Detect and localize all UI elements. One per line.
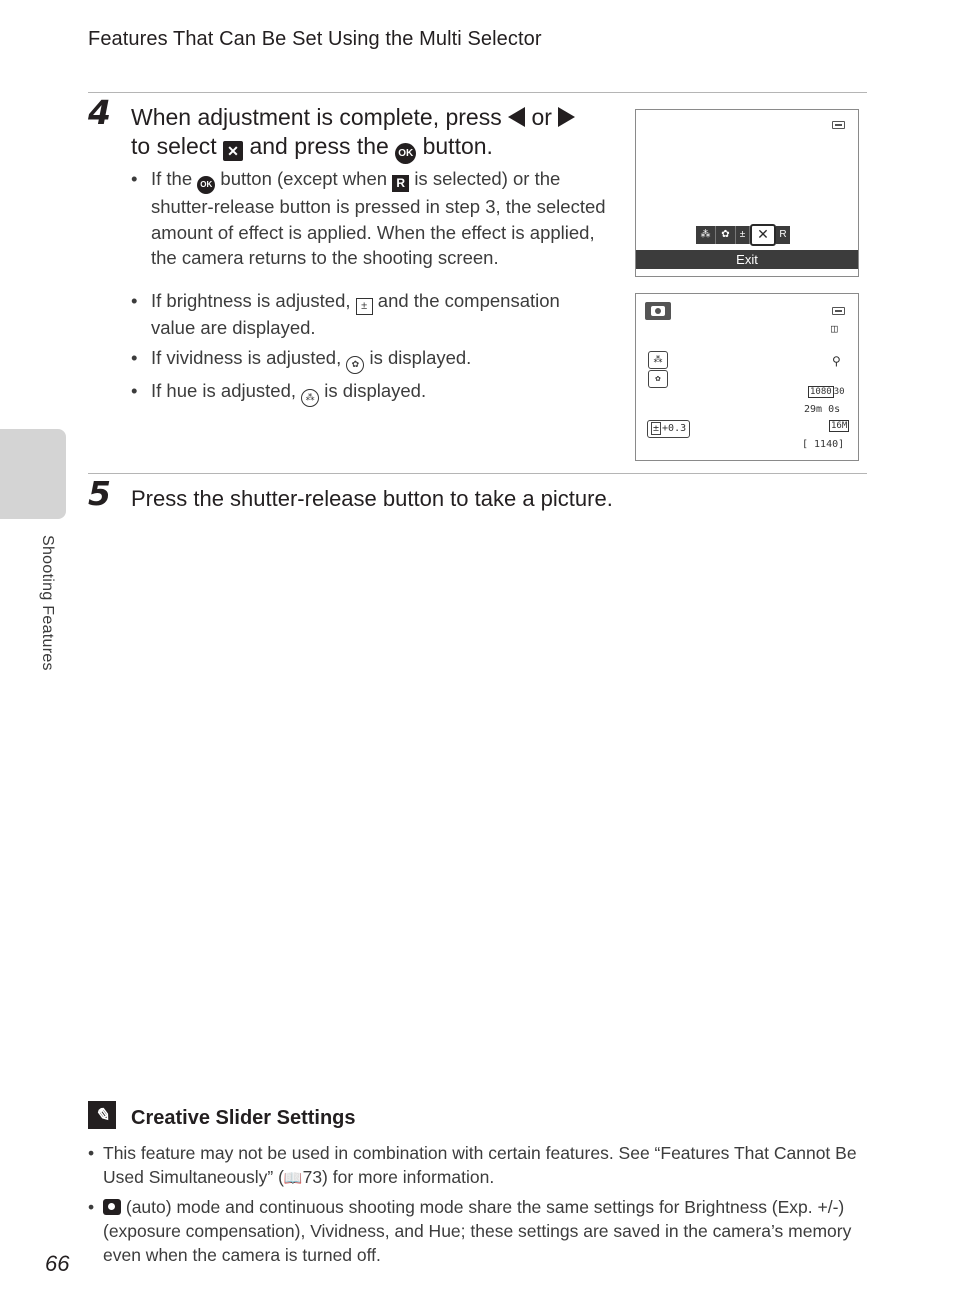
- list-item: • This feature may not be used in combination with certain features. See “Features That Cannot Be Used Simultaneously” (📖73) for more information.: [88, 1141, 863, 1191]
- section-tab-label: Shooting Features: [39, 535, 56, 671]
- exit-icon: ✕: [223, 141, 243, 161]
- step-4-title-text-c: and press the: [249, 133, 389, 159]
- movie-options-icon: 1080 30: [810, 387, 845, 397]
- movie-time-remaining: 29m 0s: [804, 404, 841, 415]
- ok-button-icon: OK: [395, 143, 416, 164]
- step-4-title-text-d: button.: [422, 133, 493, 159]
- exit-icon[interactable]: ✕: [750, 224, 776, 246]
- step-4-title-text-a: When adjustment is complete, press: [131, 104, 502, 130]
- step-4-title: [131, 103, 611, 164]
- step-4-bullets-b: [131, 288, 601, 407]
- step-5-title: Press the shutter-release button to take a picture.: [131, 486, 613, 511]
- step-4-title-or: or: [531, 104, 552, 130]
- vr-icon: ◫: [831, 322, 838, 335]
- list-item: • If hue is adjusted, ⁂ is displayed.: [131, 378, 601, 407]
- header-rule: [88, 92, 867, 93]
- reset-icon[interactable]: R: [776, 226, 790, 244]
- section-tab: [0, 429, 66, 519]
- hue-icon: ⁂: [696, 226, 716, 244]
- auto-mode-icon: [645, 302, 671, 320]
- note-bullets: [88, 1141, 863, 1271]
- creative-slider-bar: [696, 226, 790, 244]
- hue-icon: ⁂: [648, 351, 668, 369]
- page-number: 66: [45, 1251, 70, 1276]
- step-4-bullets-a: [131, 166, 611, 271]
- vividness-icon: ✿: [346, 356, 364, 374]
- camera-screen-slider: [635, 109, 859, 277]
- auto-mode-icon: [103, 1199, 121, 1215]
- image-mode-icon: 16M: [831, 421, 848, 431]
- reset-icon: R: [392, 175, 409, 192]
- step-5-number: 5: [88, 474, 111, 513]
- exit-label: Exit: [636, 250, 858, 269]
- list-item: • If the OK button (except when R is selected) or the shutter-release button is pressed in step 3, the selected amount of effect is applied. When the effect is applied, the camera returns to the shooting screen.: [131, 166, 611, 271]
- step-4-title-text-b: to select: [131, 133, 217, 159]
- camera-screen-shooting: [635, 293, 859, 461]
- battery-icon: [832, 121, 845, 129]
- multi-selector-left-icon: [508, 107, 525, 127]
- list-item: • (auto) mode and continuous shooting mode share the same settings for Brightness (Exp. +/-) (exposure compensation), Vividness, and Hue; these settings are saved in the camera’s memory even when the camera is turned off.: [88, 1195, 863, 1267]
- brightness-icon: ±: [653, 423, 660, 434]
- list-item: • If vividness is adjusted, ✿ is displayed.: [131, 345, 601, 374]
- brightness-icon: ±: [356, 298, 373, 315]
- vividness-icon: ✿: [648, 370, 668, 388]
- exposure-compensation-indicator: ± +0.3: [647, 420, 690, 438]
- ok-button-icon: OK: [197, 176, 215, 194]
- list-item: • If brightness is adjusted, ± and the compensation value are displayed.: [131, 288, 601, 341]
- vividness-icon: ✿: [716, 226, 736, 244]
- battery-icon: [832, 307, 845, 315]
- running-header: Features That Can Be Set Using the Multi Selector: [88, 28, 542, 50]
- shots-remaining: [ 1140]: [802, 439, 845, 450]
- note-icon: ✎: [88, 1101, 116, 1129]
- book-reference-icon: 📖: [283, 1170, 303, 1187]
- brightness-icon: ±: [736, 226, 750, 244]
- motion-detection-icon: ⚲: [832, 354, 841, 368]
- multi-selector-right-icon: [558, 107, 575, 127]
- hue-icon: ⁂: [301, 389, 319, 407]
- step-divider: [88, 473, 867, 474]
- note-title: Creative Slider Settings: [131, 1107, 356, 1129]
- step-4-number: 4: [88, 93, 111, 132]
